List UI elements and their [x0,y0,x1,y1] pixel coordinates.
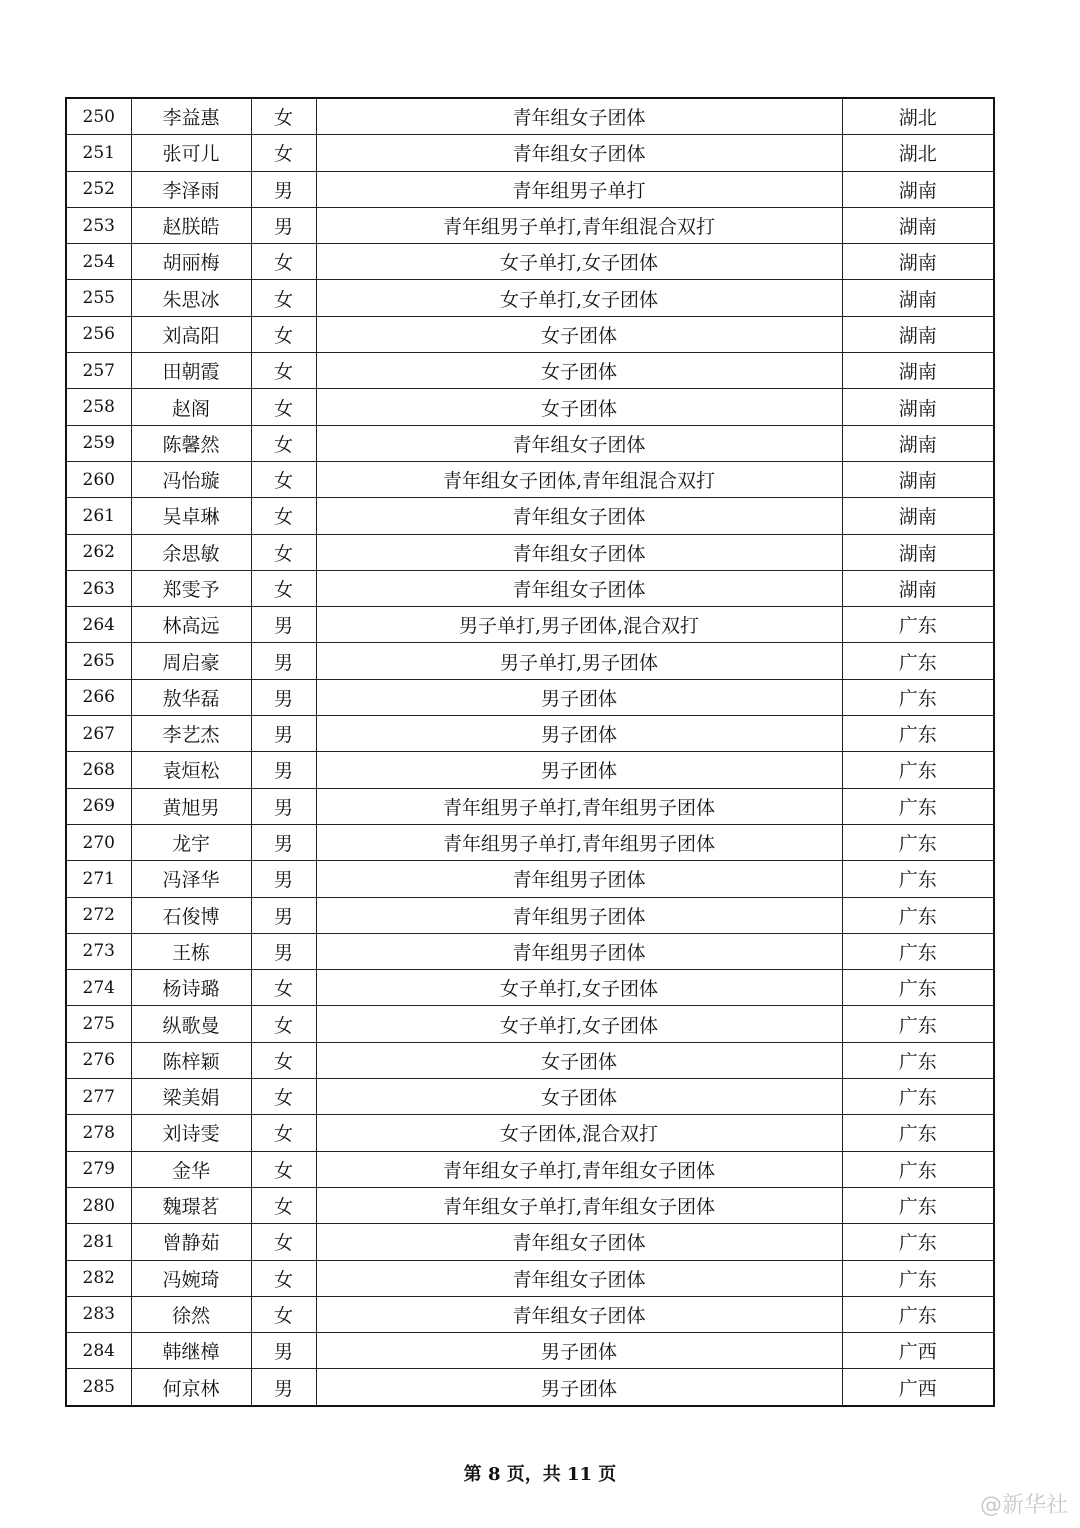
province-cell: 广东 [842,933,994,969]
province-cell: 广东 [842,643,994,679]
athlete-name-cell: 赵阁 [131,389,251,425]
gender-cell: 男 [251,1369,316,1406]
province-cell: 广东 [842,1006,994,1042]
table-row [66,1115,994,1151]
table-row [66,1224,994,1260]
table-row [66,861,994,897]
events-cell: 女子单打,女子团体 [316,244,842,280]
table-row [66,788,994,824]
events-cell: 男子单打,男子团体 [316,643,842,679]
row-number-cell: 277 [66,1079,131,1115]
events-cell: 青年组男子单打,青年组混合双打 [316,207,842,243]
province-cell: 广东 [842,607,994,643]
events-cell: 青年组女子团体 [316,534,842,570]
province-cell: 湖南 [842,171,994,207]
table-row [66,98,994,135]
gender-cell: 女 [251,280,316,316]
events-cell: 女子单打,女子团体 [316,1006,842,1042]
row-number-cell: 257 [66,353,131,389]
row-number-cell: 285 [66,1369,131,1406]
row-number-cell: 268 [66,752,131,788]
events-cell: 男子团体 [316,752,842,788]
events-cell: 青年组男子单打 [316,171,842,207]
province-cell: 广东 [842,861,994,897]
row-number-cell: 278 [66,1115,131,1151]
row-number-cell: 272 [66,897,131,933]
row-number-cell: 283 [66,1296,131,1332]
events-cell: 女子团体 [316,1079,842,1115]
row-number-cell: 284 [66,1333,131,1369]
row-number-cell: 251 [66,135,131,171]
table-row [66,716,994,752]
events-cell: 男子团体 [316,1333,842,1369]
row-number-cell: 260 [66,461,131,497]
table-row [66,1187,994,1223]
table-row [66,207,994,243]
athlete-name-cell: 刘诗雯 [131,1115,251,1151]
athlete-name-cell: 冯泽华 [131,861,251,897]
row-number-cell: 266 [66,679,131,715]
events-cell: 青年组男子团体 [316,861,842,897]
table-row [66,135,994,171]
row-number-cell: 270 [66,824,131,860]
athlete-name-cell: 徐然 [131,1296,251,1332]
table-row [66,570,994,606]
province-cell: 广东 [842,1151,994,1187]
events-cell: 女子团体 [316,1042,842,1078]
athlete-name-cell: 朱思冰 [131,280,251,316]
province-cell: 广东 [842,824,994,860]
events-cell: 青年组女子团体 [316,425,842,461]
province-cell: 广东 [842,897,994,933]
athlete-name-cell: 梁美娟 [131,1079,251,1115]
gender-cell: 男 [251,861,316,897]
table-row [66,824,994,860]
gender-cell: 女 [251,498,316,534]
roster-table-body [66,98,994,1406]
athlete-name-cell: 李泽雨 [131,171,251,207]
province-cell: 湖北 [842,98,994,135]
athlete-name-cell: 黄旭男 [131,788,251,824]
athlete-name-cell: 张可儿 [131,135,251,171]
province-cell: 湖南 [842,207,994,243]
athlete-name-cell: 金华 [131,1151,251,1187]
athlete-name-cell: 林高远 [131,607,251,643]
roster-table [65,97,995,1407]
gender-cell: 男 [251,207,316,243]
table-row [66,461,994,497]
gender-cell: 女 [251,389,316,425]
row-number-cell: 261 [66,498,131,534]
table-row [66,389,994,425]
athlete-name-cell: 冯怡璇 [131,461,251,497]
gender-cell: 男 [251,607,316,643]
athlete-name-cell: 何京林 [131,1369,251,1406]
gender-cell: 女 [251,1079,316,1115]
gender-cell: 女 [251,316,316,352]
table-row [66,498,994,534]
gender-cell: 女 [251,1151,316,1187]
province-cell: 广东 [842,752,994,788]
row-number-cell: 279 [66,1151,131,1187]
province-cell: 湖南 [842,389,994,425]
events-cell: 青年组女子团体 [316,570,842,606]
row-number-cell: 256 [66,316,131,352]
row-number-cell: 265 [66,643,131,679]
events-cell: 男子团体 [316,716,842,752]
row-number-cell: 280 [66,1187,131,1223]
events-cell: 青年组女子团体 [316,1296,842,1332]
events-cell: 男子单打,男子团体,混合双打 [316,607,842,643]
gender-cell: 女 [251,135,316,171]
table-row [66,643,994,679]
province-cell: 广东 [842,1187,994,1223]
province-cell: 广东 [842,1260,994,1296]
province-cell: 湖南 [842,534,994,570]
row-number-cell: 252 [66,171,131,207]
gender-cell: 女 [251,970,316,1006]
row-number-cell: 271 [66,861,131,897]
table-row [66,1369,994,1406]
athlete-name-cell: 田朝霞 [131,353,251,389]
province-cell: 广东 [842,1224,994,1260]
table-row [66,171,994,207]
province-cell: 广东 [842,1115,994,1151]
table-row [66,1079,994,1115]
gender-cell: 女 [251,1224,316,1260]
events-cell: 青年组女子团体,青年组混合双打 [316,461,842,497]
gender-cell: 女 [251,244,316,280]
province-cell: 湖南 [842,570,994,606]
row-number-cell: 262 [66,534,131,570]
gender-cell: 女 [251,534,316,570]
events-cell: 女子单打,女子团体 [316,280,842,316]
province-cell: 湖南 [842,353,994,389]
athlete-name-cell: 石俊博 [131,897,251,933]
province-cell: 湖南 [842,316,994,352]
province-cell: 湖南 [842,244,994,280]
province-cell: 湖南 [842,425,994,461]
row-number-cell: 263 [66,570,131,606]
row-number-cell: 281 [66,1224,131,1260]
gender-cell: 女 [251,1042,316,1078]
province-cell: 广东 [842,1042,994,1078]
province-cell: 广西 [842,1333,994,1369]
events-cell: 青年组男子团体 [316,933,842,969]
athlete-name-cell: 周启豪 [131,643,251,679]
page-footer: 第 8 页，共 11 页 [463,1464,617,1485]
athlete-name-cell: 赵朕皓 [131,207,251,243]
athlete-name-cell: 敖华磊 [131,679,251,715]
province-cell: 广东 [842,970,994,1006]
athlete-name-cell: 陈馨然 [131,425,251,461]
gender-cell: 女 [251,1260,316,1296]
row-number-cell: 253 [66,207,131,243]
province-cell: 广东 [842,1296,994,1332]
table-row [66,1151,994,1187]
row-number-cell: 259 [66,425,131,461]
table-row [66,244,994,280]
table-row [66,933,994,969]
row-number-cell: 273 [66,933,131,969]
events-cell: 女子团体 [316,353,842,389]
athlete-name-cell: 曾静茹 [131,1224,251,1260]
events-cell: 青年组女子团体 [316,498,842,534]
events-cell: 青年组男子团体 [316,897,842,933]
province-cell: 湖南 [842,498,994,534]
gender-cell: 男 [251,1333,316,1369]
events-cell: 女子单打,女子团体 [316,970,842,1006]
row-number-cell: 269 [66,788,131,824]
row-number-cell: 258 [66,389,131,425]
table-row [66,425,994,461]
province-cell: 广西 [842,1369,994,1406]
events-cell: 青年组女子单打,青年组女子团体 [316,1187,842,1223]
athlete-name-cell: 杨诗璐 [131,970,251,1006]
events-cell: 青年组女子团体 [316,1260,842,1296]
gender-cell: 女 [251,570,316,606]
table-row [66,534,994,570]
events-cell: 青年组女子团体 [316,135,842,171]
athlete-name-cell: 刘高阳 [131,316,251,352]
gender-cell: 男 [251,752,316,788]
athlete-name-cell: 郑雯予 [131,570,251,606]
athlete-name-cell: 吴卓琳 [131,498,251,534]
province-cell: 广东 [842,716,994,752]
events-cell: 男子团体 [316,1369,842,1406]
athlete-name-cell: 纵歌曼 [131,1006,251,1042]
athlete-name-cell: 李艺杰 [131,716,251,752]
table-row [66,280,994,316]
events-cell: 青年组女子团体 [316,98,842,135]
gender-cell: 男 [251,824,316,860]
gender-cell: 女 [251,1115,316,1151]
row-number-cell: 267 [66,716,131,752]
events-cell: 男子团体 [316,679,842,715]
events-cell: 女子团体 [316,389,842,425]
gender-cell: 男 [251,716,316,752]
province-cell: 湖南 [842,280,994,316]
table-row [66,316,994,352]
gender-cell: 男 [251,679,316,715]
gender-cell: 女 [251,461,316,497]
athlete-name-cell: 陈梓颖 [131,1042,251,1078]
events-cell: 女子团体 [316,316,842,352]
athlete-name-cell: 李益惠 [131,98,251,135]
gender-cell: 女 [251,98,316,135]
gender-cell: 男 [251,933,316,969]
events-cell: 青年组女子团体 [316,1224,842,1260]
table-row [66,752,994,788]
table-row [66,970,994,1006]
athlete-name-cell: 胡丽梅 [131,244,251,280]
gender-cell: 女 [251,1296,316,1332]
table-row [66,897,994,933]
row-number-cell: 274 [66,970,131,1006]
athlete-name-cell: 袁烜松 [131,752,251,788]
table-row [66,1296,994,1332]
gender-cell: 男 [251,643,316,679]
row-number-cell: 282 [66,1260,131,1296]
table-row [66,1333,994,1369]
row-number-cell: 275 [66,1006,131,1042]
gender-cell: 女 [251,425,316,461]
table-row [66,679,994,715]
athlete-name-cell: 余思敏 [131,534,251,570]
row-number-cell: 250 [66,98,131,135]
events-cell: 青年组男子单打,青年组男子团体 [316,788,842,824]
gender-cell: 女 [251,1006,316,1042]
gender-cell: 女 [251,1187,316,1223]
province-cell: 广东 [842,788,994,824]
gender-cell: 男 [251,171,316,207]
province-cell: 湖北 [842,135,994,171]
gender-cell: 女 [251,353,316,389]
row-number-cell: 276 [66,1042,131,1078]
row-number-cell: 254 [66,244,131,280]
table-row [66,353,994,389]
athlete-name-cell: 韩继樟 [131,1333,251,1369]
events-cell: 青年组男子单打,青年组男子团体 [316,824,842,860]
gender-cell: 男 [251,788,316,824]
events-cell: 青年组女子单打,青年组女子团体 [316,1151,842,1187]
province-cell: 广东 [842,679,994,715]
table-row [66,607,994,643]
table-row [66,1006,994,1042]
athlete-name-cell: 冯婉琦 [131,1260,251,1296]
watermark: @新华社 [979,1493,1068,1518]
events-cell: 女子团体,混合双打 [316,1115,842,1151]
gender-cell: 男 [251,897,316,933]
province-cell: 湖南 [842,461,994,497]
row-number-cell: 264 [66,607,131,643]
athlete-name-cell: 王栋 [131,933,251,969]
athlete-name-cell: 魏璟茗 [131,1187,251,1223]
table-row [66,1042,994,1078]
athlete-name-cell: 龙宇 [131,824,251,860]
row-number-cell: 255 [66,280,131,316]
table-row [66,1260,994,1296]
province-cell: 广东 [842,1079,994,1115]
